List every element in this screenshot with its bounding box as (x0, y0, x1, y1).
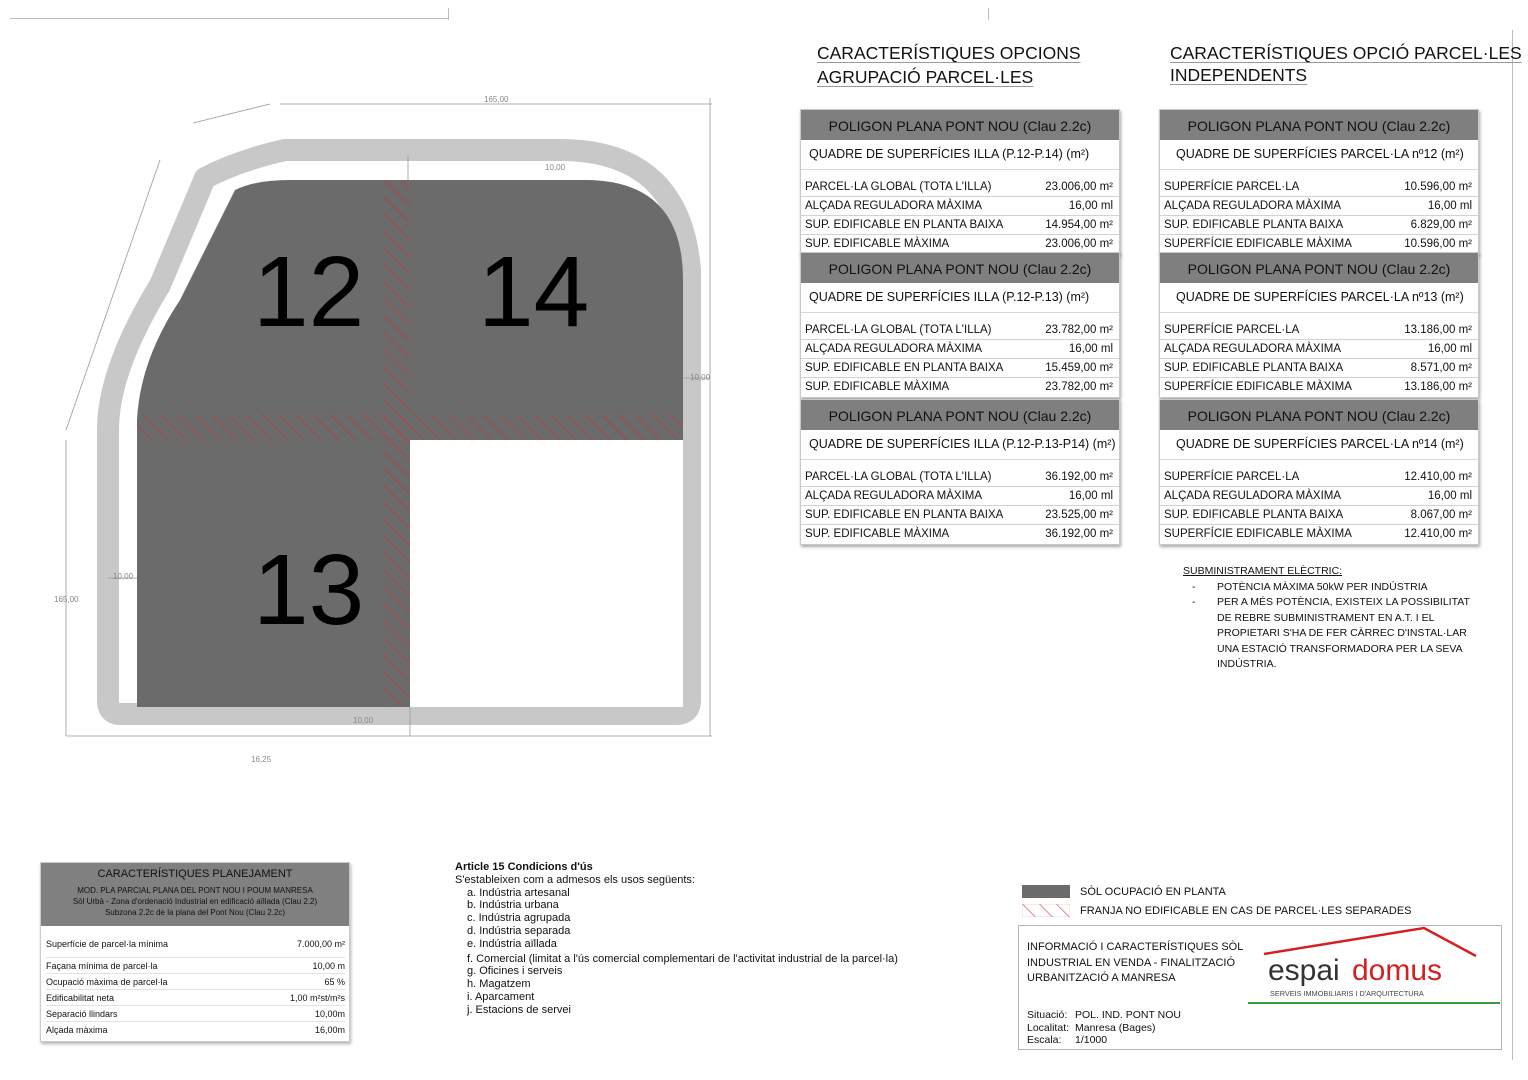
planning-row (46, 1006, 345, 1022)
logo-word-domus: domus (1352, 954, 1443, 987)
heading-group-line-2: AGRUPACIÓ PARCEL·LES (817, 67, 1034, 87)
row-label: SUP. EDIFICABLE EN PLANTA BAIXA (805, 509, 1004, 521)
planning-line: Sòl Urbà - Zona d'ordenació Industrial en edificació aïllada (Clau 2.2) (72, 897, 318, 906)
list-item: b. Indústria urbana (467, 899, 559, 912)
espai-domus-logo (1244, 926, 1502, 1008)
table-parcel-12 (1159, 109, 1479, 255)
row-label: SUPERFÍCIE PARCEL·LA (1164, 471, 1300, 483)
table-row (801, 378, 1119, 397)
row-value: 23.782,00 m² (1045, 381, 1113, 393)
heading-independent-options (1170, 42, 1522, 86)
dim-left-outer: 165,00 (54, 595, 79, 604)
row-label: SUPERFÍCIE EDIFICABLE MÀXIMA (1164, 238, 1352, 250)
row-value: 16,00 ml (1427, 490, 1472, 502)
table-row (1160, 216, 1478, 235)
legend-label: SÒL OCUPACIÓ EN PLANTA (1080, 885, 1226, 898)
planning-line: Subzona 2.2c de la plana del Pont Nou (Clau 2.2c) (104, 908, 286, 917)
heading-group-options (817, 42, 1081, 88)
table-title: POLIGON PLANA PONT NOU (Clau 2.2c) (801, 110, 1119, 140)
planning-characteristics-box (40, 862, 350, 1042)
table-row (1160, 178, 1478, 197)
row-value: 13.186,00 m² (1404, 324, 1472, 336)
table-parcel-14 (1159, 399, 1479, 545)
table-row (1160, 340, 1478, 359)
row-value: 23.782,00 m² (1045, 324, 1113, 336)
site-plan (0, 0, 760, 800)
dim-top: 165,00 (484, 95, 509, 104)
row-value: 6.829,00 m² (1410, 219, 1472, 231)
table-row (801, 468, 1119, 487)
article-title: Article 15 Condicions d'ús (455, 861, 593, 873)
meta-label: Localitat: (1027, 1021, 1070, 1034)
meta-value: Manresa (Bages) (1075, 1021, 1156, 1034)
row-value: 1,00 m²st/m²s (289, 993, 345, 1003)
legend-item-hatch (1022, 901, 1412, 920)
table-title: POLIGON PLANA PONT NOU (Clau 2.2c) (1160, 110, 1478, 140)
row-value: 8.571,00 m² (1410, 362, 1472, 374)
plot-number-12: 12 (253, 236, 365, 348)
row-label: PARCEL·LA GLOBAL (TOTA L'ILLA) (805, 471, 992, 483)
row-value: 10.596,00 m² (1404, 238, 1472, 250)
row-label: ALÇADA REGULADORA MÀXIMA (805, 343, 983, 355)
table-row (801, 216, 1119, 235)
info-meta (1027, 1009, 1181, 1047)
row-label: ALÇADA REGULADORA MÀXIMA (805, 490, 983, 502)
table-group-p12-p13 (800, 252, 1120, 398)
row-label: ALÇADA REGULADORA MÀXIMA (1164, 343, 1342, 355)
planning-row (46, 958, 345, 974)
row-value: 23.006,00 m² (1045, 181, 1113, 193)
legend (1022, 882, 1412, 920)
row-value: 16,00 ml (1068, 200, 1113, 212)
empty-quadrant (410, 440, 683, 707)
table-title: POLIGON PLANA PONT NOU (Clau 2.2c) (1160, 400, 1478, 430)
list-item: a. Indústria artesanal (467, 886, 570, 899)
row-value: 13.186,00 m² (1404, 381, 1472, 393)
table-title: POLIGON PLANA PONT NOU (Clau 2.2c) (801, 253, 1119, 283)
row-label: SUP. EDIFICABLE EN PLANTA BAIXA (805, 362, 1004, 374)
row-value: 23.006,00 m² (1045, 238, 1113, 250)
table-group-p12-p14 (800, 109, 1120, 255)
logo-roof (1264, 928, 1476, 956)
meta-label: Escala: (1027, 1034, 1062, 1046)
meta-row-escala (1027, 1034, 1181, 1047)
row-value: 16,00 ml (1427, 343, 1472, 355)
electric-item-text: PER A MÉS POTÈNCIA, EXISTEIX LA POSSIBILITAT DE REBRE SUBMINISTRAMENT EN A.T. I EL PROPIETARI S'HA DE FER CÀRREC D'INSTAL·LAR UNA ESTACIÓ TRANSFORMADORA PER LA SEVA INDÚSTRIA. (1217, 596, 1470, 670)
row-label: ALÇADA REGULADORA MÀXIMA (805, 200, 983, 212)
heading-independent-line-1: CARACTERÍSTIQUES OPCIÓ PARCEL·LES (1170, 43, 1522, 63)
dim-bottom-mid: 10,00 (353, 716, 374, 725)
hatch-strip-vertical (384, 180, 410, 707)
table-row (1160, 197, 1478, 216)
row-value: 10,00 m (312, 961, 345, 971)
row-label: SUP. EDIFICABLE EN PLANTA BAIXA (805, 219, 1004, 231)
row-value: 8.067,00 m² (1410, 509, 1472, 521)
article-intro: S'estableixen com a admesos els usos següents: (455, 873, 695, 886)
table-row (1160, 506, 1478, 525)
table-row (801, 359, 1119, 378)
table-title: POLIGON PLANA PONT NOU (Clau 2.2c) (1160, 253, 1478, 283)
hatch-strip-horizontal (137, 414, 683, 440)
info-title: INFORMACIÓ I CARACTERÍSTIQUES SÒL INDUSTRIAL EN VENDA - FINALITZACIÓ URBANITZACIÓ A MANRESA (1027, 941, 1243, 984)
table-row (1160, 525, 1478, 544)
row-label: SUP. EDIFICABLE MÀXIMA (805, 381, 950, 393)
electric-item (1183, 595, 1483, 673)
planning-title: CARACTERÍSTIQUES PLANEJAMENT (97, 868, 293, 880)
table-row (801, 197, 1119, 216)
table-subtitle: QUADRE DE SUPERFÍCIES ILLA (P.12-P.14) (m²) (801, 140, 1119, 170)
meta-value: POL. IND. PONT NOU (1075, 1009, 1181, 1021)
row-label: SUP. EDIFICABLE MÀXIMA (805, 528, 950, 540)
electric-supply-note (1183, 564, 1483, 673)
table-row (1160, 359, 1478, 378)
table-title: POLIGON PLANA PONT NOU (Clau 2.2c) (801, 400, 1119, 430)
row-value: 10,00m (314, 1009, 345, 1019)
list-item: c. Indústria agrupada (467, 912, 571, 925)
list-item: f. Comercial (limitat a l'ús comercial complementari de l'activitat industrial de la parcel·la) (467, 952, 898, 965)
table-subtitle: QUADRE DE SUPERFÍCIES PARCEL·LA nº12 (m²) (1160, 140, 1478, 170)
row-label: Alçada màxima (46, 1025, 108, 1035)
row-value: 10.596,00 m² (1404, 181, 1472, 193)
dim-inner-top: 10,00 (545, 163, 566, 172)
row-value: 65 % (324, 977, 345, 987)
dim-bottom: 16,25 (251, 755, 272, 764)
row-label: SUP. EDIFICABLE MÀXIMA (805, 238, 950, 250)
row-value: 12.410,00 m² (1404, 528, 1472, 540)
row-value: 16,00m (314, 1025, 345, 1035)
list-item: i. Aparcament (467, 990, 535, 1003)
table-subtitle: QUADRE DE SUPERFÍCIES PARCEL·LA nº14 (m²) (1160, 430, 1478, 460)
table-row (801, 506, 1119, 525)
legend-label: FRANJA NO EDIFICABLE EN CAS DE PARCEL·LES SEPARADES (1080, 904, 1412, 917)
article-15-uses (455, 861, 900, 1017)
row-value: 15.459,00 m² (1045, 362, 1113, 374)
heading-independent-line-2: INDEPENDENTS (1170, 65, 1308, 85)
row-value: 16,00 ml (1068, 490, 1113, 502)
table-row (801, 487, 1119, 506)
planning-row (46, 974, 345, 990)
row-label: PARCEL·LA GLOBAL (TOTA L'ILLA) (805, 181, 992, 193)
dim-right-inner: 10,00 (690, 373, 711, 382)
list-item: d. Indústria separada (467, 924, 571, 937)
row-label: Façana mínima de parcel·la (46, 961, 158, 971)
table-subtitle: QUADRE DE SUPERFÍCIES ILLA (P.12-P.13) (m²) (801, 283, 1119, 313)
legend-swatch-solid (1022, 885, 1070, 898)
planning-row (46, 934, 345, 958)
meta-row-situacio (1027, 1009, 1181, 1022)
logo-word-espai: espai (1268, 954, 1340, 987)
meta-value: 1/1000 (1075, 1034, 1108, 1046)
meta-label: Situació: (1027, 1009, 1068, 1021)
legend-swatch-hatch (1022, 904, 1070, 917)
electric-item-text: POTÈNCIA MÀXIMA 50kW PER INDÚSTRIA (1217, 580, 1428, 593)
article-use-list (455, 887, 900, 1017)
list-item: e. Indústria aïllada (467, 937, 557, 950)
meta-row-localitat (1027, 1022, 1181, 1035)
table-row (1160, 378, 1478, 397)
frame-right-edge (1512, 30, 1513, 1060)
planning-line: MOD. PLA PARCIAL PLANA DEL PONT NOU I POUM MANRESA (77, 886, 313, 895)
frame-top-tick-2 (988, 8, 989, 20)
table-group-p12-p13-p14 (800, 399, 1120, 545)
table-row (801, 340, 1119, 359)
electric-title: SUBMINISTRAMENT ELÈCTRIC: (1183, 565, 1343, 577)
row-value: 23.525,00 m² (1045, 509, 1113, 521)
table-subtitle: QUADRE DE SUPERFÍCIES PARCEL·LA nº13 (m²) (1160, 283, 1478, 313)
planning-row (46, 1022, 345, 1038)
planning-row (46, 990, 345, 1006)
table-row (801, 525, 1119, 544)
row-value: 36.192,00 m² (1045, 528, 1113, 540)
dim-left: 10,00 (113, 572, 134, 581)
row-value: 16,00 ml (1427, 200, 1472, 212)
row-value: 36.192,00 m² (1045, 471, 1113, 483)
table-row (1160, 487, 1478, 506)
row-label: ALÇADA REGULADORA MÀXIMA (1164, 490, 1342, 502)
row-label: SUP. EDIFICABLE PLANTA BAIXA (1164, 219, 1344, 231)
row-value: 16,00 ml (1068, 343, 1113, 355)
row-label: SUPERFÍCIE EDIFICABLE MÀXIMA (1164, 528, 1352, 540)
row-label: Separació llindars (46, 1009, 118, 1019)
row-value: 12.410,00 m² (1404, 471, 1472, 483)
table-row (801, 178, 1119, 197)
plot-number-14: 14 (478, 236, 590, 348)
list-item: h. Magatzem (467, 978, 531, 991)
row-value: 14.954,00 m² (1045, 219, 1113, 231)
row-label: SUP. EDIFICABLE PLANTA BAIXA (1164, 362, 1344, 374)
row-label: SUPERFÍCIE PARCEL·LA (1164, 181, 1300, 193)
legend-item-occupation (1022, 882, 1412, 901)
list-item: j. Estacions de servei (467, 1003, 571, 1016)
title-block (1018, 925, 1502, 1050)
planning-header (41, 863, 349, 926)
row-label: Ocupació màxima de parcel·la (46, 977, 168, 987)
table-row (801, 321, 1119, 340)
electric-item (1183, 580, 1483, 596)
row-label: SUP. EDIFICABLE PLANTA BAIXA (1164, 509, 1344, 521)
row-label: Superfície de parcel·la mínima (46, 939, 169, 949)
heading-group-line-1: CARACTERÍSTIQUES OPCIONS (817, 43, 1081, 63)
bullet-dash: - (1192, 596, 1196, 608)
table-parcel-13 (1159, 252, 1479, 398)
row-label: SUPERFÍCIE EDIFICABLE MÀXIMA (1164, 381, 1352, 393)
table-subtitle: QUADRE DE SUPERFÍCIES ILLA (P.12-P.13-P14) (m²) (801, 430, 1119, 460)
row-value: 7.000,00 m² (296, 939, 345, 949)
planning-rows (41, 926, 349, 1038)
table-row (1160, 321, 1478, 340)
logo-tagline: SERVEIS IMMOBILIARIS I D'ARQUITECTURA (1270, 989, 1424, 998)
plot-number-13: 13 (253, 534, 365, 646)
row-label: Edificabilitat neta (46, 993, 115, 1003)
bullet-dash: - (1192, 580, 1196, 593)
row-label: SUPERFÍCIE PARCEL·LA (1164, 324, 1300, 336)
list-item: g. Oficines i serveis (467, 965, 563, 978)
table-row (1160, 468, 1478, 487)
row-label: PARCEL·LA GLOBAL (TOTA L'ILLA) (805, 324, 992, 336)
row-label: ALÇADA REGULADORA MÀXIMA (1164, 200, 1342, 212)
